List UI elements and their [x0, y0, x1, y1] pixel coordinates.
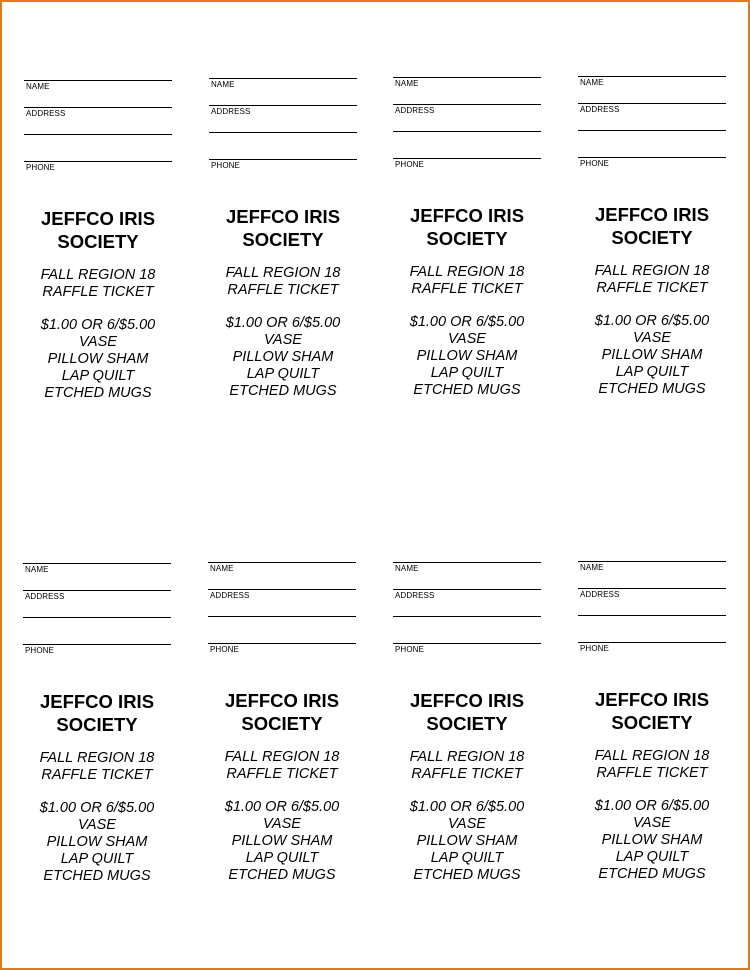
- raffle-ticket-7: [393, 562, 541, 883]
- prize-item: LAP QUILT: [615, 363, 689, 380]
- address-line-2[interactable]: [23, 617, 171, 644]
- price-line: $1.00 OR 6/$5.00: [225, 315, 341, 332]
- price-line: $1.00 OR 6/$5.00: [224, 799, 340, 816]
- price-line: $1.00 OR 6/$5.00: [409, 314, 525, 331]
- phone-field[interactable]: [23, 644, 171, 659]
- phone-field[interactable]: [578, 642, 726, 657]
- ticket-title: [393, 204, 541, 250]
- ticket-title: [393, 689, 541, 735]
- event-line-1: FALL REGION 18: [225, 265, 341, 281]
- phone-field[interactable]: [393, 643, 541, 658]
- ticket-title: [578, 688, 726, 734]
- address-field[interactable]: [208, 589, 356, 616]
- ticket-details: [23, 750, 171, 884]
- title-line-1: JEFFCO IRIS: [40, 208, 156, 229]
- name-field[interactable]: [578, 76, 726, 103]
- ticket-title: [209, 205, 357, 251]
- phone-label: PHONE: [395, 160, 424, 169]
- prize-item: LAP QUILT: [245, 849, 319, 866]
- address-field[interactable]: [209, 105, 357, 132]
- prize-item: VASE: [448, 816, 486, 833]
- prize-item: VASE: [448, 331, 486, 348]
- phone-label: PHONE: [580, 159, 609, 168]
- address-line-2[interactable]: [209, 132, 357, 159]
- price-line: $1.00 OR 6/$5.00: [409, 799, 525, 816]
- prize-item: VASE: [264, 332, 302, 349]
- price-line: $1.00 OR 6/$5.00: [39, 800, 155, 817]
- ticket-details: [208, 749, 356, 883]
- name-label: NAME: [25, 565, 49, 574]
- name-label: NAME: [395, 564, 419, 573]
- address-line-2[interactable]: [393, 131, 541, 158]
- prize-item: PILLOW SHAM: [231, 832, 333, 849]
- address-field[interactable]: [23, 590, 171, 617]
- address-line-2[interactable]: [578, 615, 726, 642]
- title-line-2: SOCIETY: [242, 229, 324, 250]
- title-line-2: SOCIETY: [426, 228, 508, 249]
- phone-label: PHONE: [580, 644, 609, 653]
- prize-item: VASE: [633, 815, 671, 832]
- prize-item: PILLOW SHAM: [601, 831, 703, 848]
- title-line-1: JEFFCO IRIS: [224, 690, 340, 711]
- price-line: $1.00 OR 6/$5.00: [594, 798, 710, 815]
- ticket-details: [209, 265, 357, 399]
- event-line-2: RAFFLE TICKET: [411, 280, 523, 297]
- spacer: [393, 298, 541, 315]
- address-field[interactable]: [393, 589, 541, 616]
- event-line-1: FALL REGION 18: [39, 750, 155, 766]
- title-line-2: SOCIETY: [57, 231, 139, 252]
- phone-field[interactable]: [393, 158, 541, 173]
- name-field[interactable]: [393, 77, 541, 104]
- address-field[interactable]: [578, 103, 726, 130]
- phone-label: PHONE: [395, 645, 424, 654]
- phone-field[interactable]: [578, 157, 726, 172]
- prize-item: PILLOW SHAM: [601, 346, 703, 363]
- title-line-1: JEFFCO IRIS: [409, 690, 525, 711]
- phone-field[interactable]: [24, 161, 172, 176]
- title-line-1: JEFFCO IRIS: [594, 204, 710, 225]
- title-line-2: SOCIETY: [56, 714, 138, 735]
- raffle-ticket-3: [393, 77, 541, 398]
- prize-item: LAP QUILT: [246, 365, 320, 382]
- title-line-2: SOCIETY: [611, 712, 693, 733]
- address-label: ADDRESS: [210, 591, 250, 600]
- event-line-1: FALL REGION 18: [594, 748, 710, 764]
- name-field[interactable]: [578, 561, 726, 588]
- name-field[interactable]: [208, 562, 356, 589]
- raffle-ticket-1: [24, 80, 172, 401]
- event-line-1: FALL REGION 18: [594, 263, 710, 279]
- prize-item: PILLOW SHAM: [47, 350, 149, 367]
- prize-item: PILLOW SHAM: [416, 832, 518, 849]
- event-line-2: RAFFLE TICKET: [227, 281, 339, 298]
- event-line-2: RAFFLE TICKET: [596, 279, 708, 296]
- name-field[interactable]: [393, 562, 541, 589]
- address-line-2[interactable]: [24, 134, 172, 161]
- title-line-1: JEFFCO IRIS: [409, 205, 525, 226]
- raffle-ticket-6: [208, 562, 356, 883]
- ticket-title: [23, 690, 171, 736]
- name-field[interactable]: [209, 78, 357, 105]
- name-field[interactable]: [24, 80, 172, 107]
- prize-item: ETCHED MUGS: [229, 382, 337, 399]
- raffle-ticket-8: [578, 561, 726, 882]
- phone-label: PHONE: [211, 161, 240, 170]
- address-field[interactable]: [24, 107, 172, 134]
- prize-item: VASE: [78, 817, 116, 834]
- prize-item: PILLOW SHAM: [232, 348, 334, 365]
- title-line-1: JEFFCO IRIS: [594, 689, 710, 710]
- prize-item: LAP QUILT: [60, 850, 134, 867]
- spacer: [393, 783, 541, 800]
- spacer: [578, 297, 726, 314]
- name-label: NAME: [210, 564, 234, 573]
- address-line-2[interactable]: [393, 616, 541, 643]
- event-line-2: RAFFLE TICKET: [42, 283, 154, 300]
- event-line-2: RAFFLE TICKET: [226, 765, 338, 782]
- address-label: ADDRESS: [395, 106, 435, 115]
- title-line-2: SOCIETY: [426, 713, 508, 734]
- name-label: NAME: [395, 79, 419, 88]
- event-line-1: FALL REGION 18: [224, 749, 340, 765]
- ticket-title: [24, 207, 172, 253]
- address-label: ADDRESS: [211, 107, 251, 116]
- prize-item: ETCHED MUGS: [598, 380, 706, 397]
- prize-item: VASE: [633, 330, 671, 347]
- phone-label: PHONE: [26, 163, 55, 172]
- prize-item: ETCHED MUGS: [598, 865, 706, 882]
- spacer: [208, 783, 356, 800]
- name-label: NAME: [211, 80, 235, 89]
- prize-item: LAP QUILT: [430, 849, 504, 866]
- address-line-2[interactable]: [208, 616, 356, 643]
- phone-label: PHONE: [210, 645, 239, 654]
- ticket-details: [393, 264, 541, 398]
- phone-field[interactable]: [208, 643, 356, 658]
- address-field[interactable]: [578, 588, 726, 615]
- prize-item: PILLOW SHAM: [416, 347, 518, 364]
- raffle-ticket-4: [578, 76, 726, 397]
- address-label: ADDRESS: [26, 109, 66, 118]
- ticket-details: [578, 263, 726, 397]
- name-label: NAME: [26, 82, 50, 91]
- prize-item: PILLOW SHAM: [46, 833, 148, 850]
- ticket-title: [208, 689, 356, 735]
- ticket-details: [24, 267, 172, 401]
- prize-item: LAP QUILT: [61, 367, 135, 384]
- event-line-2: RAFFLE TICKET: [411, 765, 523, 782]
- event-line-1: FALL REGION 18: [40, 267, 156, 283]
- event-line-1: FALL REGION 18: [409, 264, 525, 280]
- prize-item: ETCHED MUGS: [43, 867, 151, 884]
- address-label: ADDRESS: [25, 592, 65, 601]
- prize-item: ETCHED MUGS: [413, 381, 521, 398]
- event-line-1: FALL REGION 18: [409, 749, 525, 765]
- title-line-2: SOCIETY: [611, 227, 693, 248]
- prize-item: ETCHED MUGS: [413, 866, 521, 883]
- spacer: [23, 784, 171, 801]
- phone-label: PHONE: [25, 646, 54, 655]
- title-line-1: JEFFCO IRIS: [225, 206, 341, 227]
- name-label: NAME: [580, 78, 604, 87]
- address-line-2[interactable]: [578, 130, 726, 157]
- event-line-2: RAFFLE TICKET: [41, 766, 153, 783]
- event-line-2: RAFFLE TICKET: [596, 764, 708, 781]
- prize-item: ETCHED MUGS: [44, 384, 152, 401]
- address-label: ADDRESS: [580, 590, 620, 599]
- ticket-details: [393, 749, 541, 883]
- ticket-title: [578, 203, 726, 249]
- prize-item: LAP QUILT: [615, 848, 689, 865]
- prize-item: VASE: [263, 816, 301, 833]
- phone-field[interactable]: [209, 159, 357, 174]
- prize-item: LAP QUILT: [430, 364, 504, 381]
- title-line-1: JEFFCO IRIS: [39, 691, 155, 712]
- name-label: NAME: [580, 563, 604, 572]
- spacer: [24, 301, 172, 318]
- raffle-ticket-5: [23, 563, 171, 884]
- title-line-2: SOCIETY: [241, 713, 323, 734]
- price-line: $1.00 OR 6/$5.00: [594, 313, 710, 330]
- address-label: ADDRESS: [580, 105, 620, 114]
- spacer: [578, 782, 726, 799]
- address-label: ADDRESS: [395, 591, 435, 600]
- ticket-details: [578, 748, 726, 882]
- name-field[interactable]: [23, 563, 171, 590]
- raffle-ticket-2: [209, 78, 357, 399]
- price-line: $1.00 OR 6/$5.00: [40, 317, 156, 334]
- prize-item: ETCHED MUGS: [228, 866, 336, 883]
- prize-item: VASE: [79, 334, 117, 351]
- spacer: [209, 299, 357, 316]
- address-field[interactable]: [393, 104, 541, 131]
